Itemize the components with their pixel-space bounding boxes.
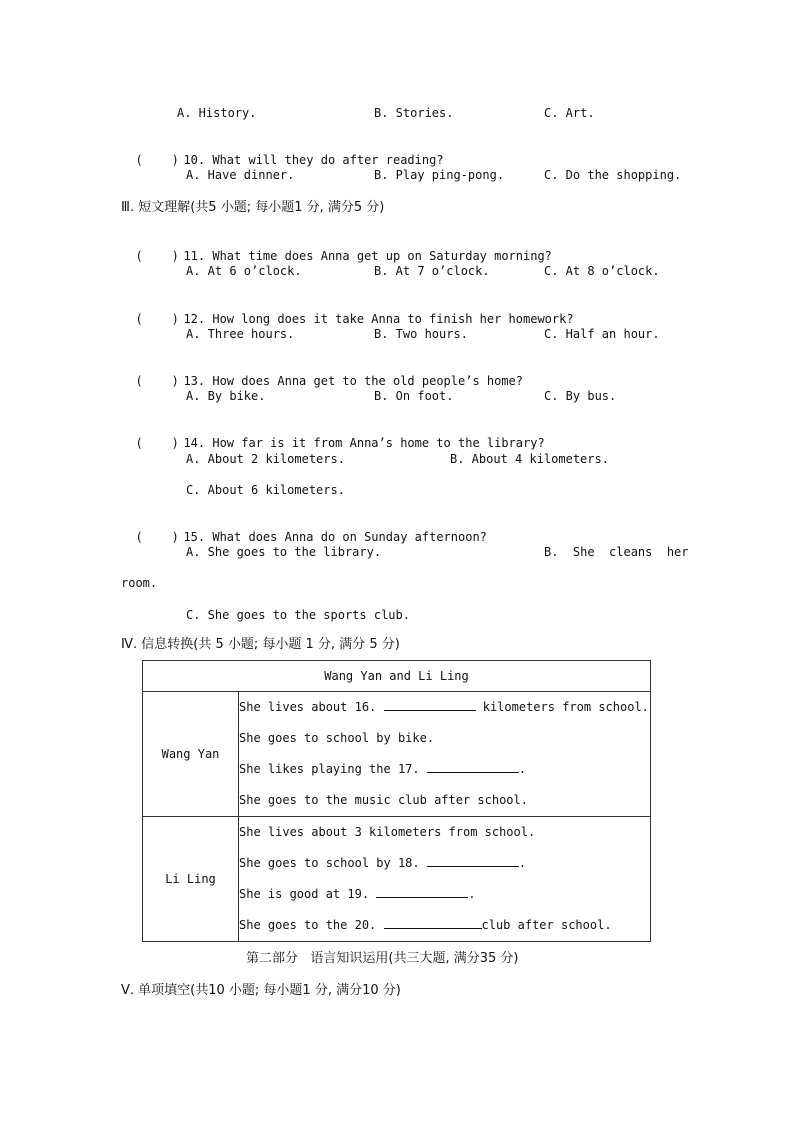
answer-paren[interactable]: ( ) [135, 436, 179, 450]
row-details [239, 692, 651, 817]
part-2-title: 第二部分 语言知识运用(共三大题, 满分35 分) [246, 951, 519, 966]
q11-option-b: B. At 7 o’clock. [374, 264, 490, 278]
answer-paren[interactable]: ( ) [135, 312, 179, 326]
question-11 [121, 232, 552, 264]
question-text: 14. How far is it from Anna’s home to the library? [183, 436, 545, 450]
section-5-title: Ⅴ. 单项填空(共10 小题; 每小题1 分, 满分10 分) [121, 983, 401, 998]
q14-option-b: B. About 4 kilometers. [450, 452, 609, 466]
question-text: 12. How long does it take Anna to finish her homework? [183, 312, 574, 326]
q12-option-a: A. Three hours. [186, 327, 295, 341]
table-header: Wang Yan and Li Ling [143, 661, 651, 692]
q9-option-b: B. Stories. [374, 106, 454, 120]
question-13 [121, 357, 523, 389]
table-row [143, 817, 651, 942]
question-text: 11. What time does Anna get up on Saturday morning? [183, 249, 552, 263]
q15-option-a: A. She goes to the library. [186, 545, 382, 559]
blank-17[interactable] [427, 760, 519, 773]
q11-option-a: A. At 6 o’clock. [186, 264, 302, 278]
q11-option-c: C. At 8 o’clock. [544, 264, 660, 278]
q13-option-b: B. On foot. [374, 389, 454, 403]
question-15 [121, 513, 487, 545]
detail-line: She lives about 3 kilometers from school. [239, 825, 536, 839]
answer-paren[interactable]: ( ) [135, 249, 179, 263]
question-text: 13. How does Anna get to the old people’s home? [183, 374, 524, 388]
answer-paren[interactable]: ( ) [135, 153, 179, 167]
question-text: 15. What does Anna do on Sunday afternoon? [183, 530, 487, 544]
question-10 [121, 136, 444, 168]
q13-option-a: A. By bike. [186, 389, 266, 403]
q15-option-b: B. She cleans her [544, 545, 689, 559]
q13-option-c: C. By bus. [544, 389, 617, 403]
q10-option-b: B. Play ping-pong. [374, 168, 505, 182]
question-12 [121, 295, 574, 327]
blank-16[interactable] [384, 698, 476, 711]
detail-line: She goes to the 20. club after school. [239, 918, 612, 932]
table-row [143, 692, 651, 817]
q9-option-a: A. History. [177, 106, 257, 120]
q14-option-a: A. About 2 kilometers. [186, 452, 345, 466]
question-14 [121, 419, 545, 451]
detail-line: She is good at 19. . [239, 887, 476, 901]
detail-line: She lives about 16. kilometers from school. [239, 700, 649, 714]
detail-line: She goes to the music club after school. [239, 793, 528, 807]
q14-option-c: C. About 6 kilometers. [186, 483, 345, 497]
answer-paren[interactable]: ( ) [135, 530, 179, 544]
q10-option-c: C. Do the shopping. [544, 168, 682, 182]
detail-line: She goes to school by bike. [239, 731, 435, 745]
q12-option-c: C. Half an hour. [544, 327, 660, 341]
row-details [239, 817, 651, 942]
q9-option-c: C. Art. [544, 106, 595, 120]
info-table [142, 660, 651, 942]
section-3-title: Ⅲ. 短文理解(共5 小题; 每小题1 分, 满分5 分) [121, 200, 385, 215]
blank-20[interactable] [384, 916, 482, 929]
question-text: 10. What will they do after reading? [183, 153, 444, 167]
q15-option-b-continued: room. [121, 576, 158, 590]
row-name-li-ling: Li Ling [143, 817, 239, 942]
section-4-title: Ⅳ. 信息转换(共 5 小题; 每小题 1 分, 满分 5 分) [121, 637, 400, 652]
q10-option-a: A. Have dinner. [186, 168, 295, 182]
blank-19[interactable] [376, 885, 468, 898]
q12-option-b: B. Two hours. [374, 327, 468, 341]
answer-paren[interactable]: ( ) [135, 374, 179, 388]
blank-18[interactable] [427, 854, 519, 867]
row-name-wang-yan: Wang Yan [143, 692, 239, 817]
detail-line: She likes playing the 17. . [239, 762, 527, 776]
q15-option-c: C. She goes to the sports club. [186, 608, 410, 622]
detail-line: She goes to school by 18. . [239, 856, 527, 870]
